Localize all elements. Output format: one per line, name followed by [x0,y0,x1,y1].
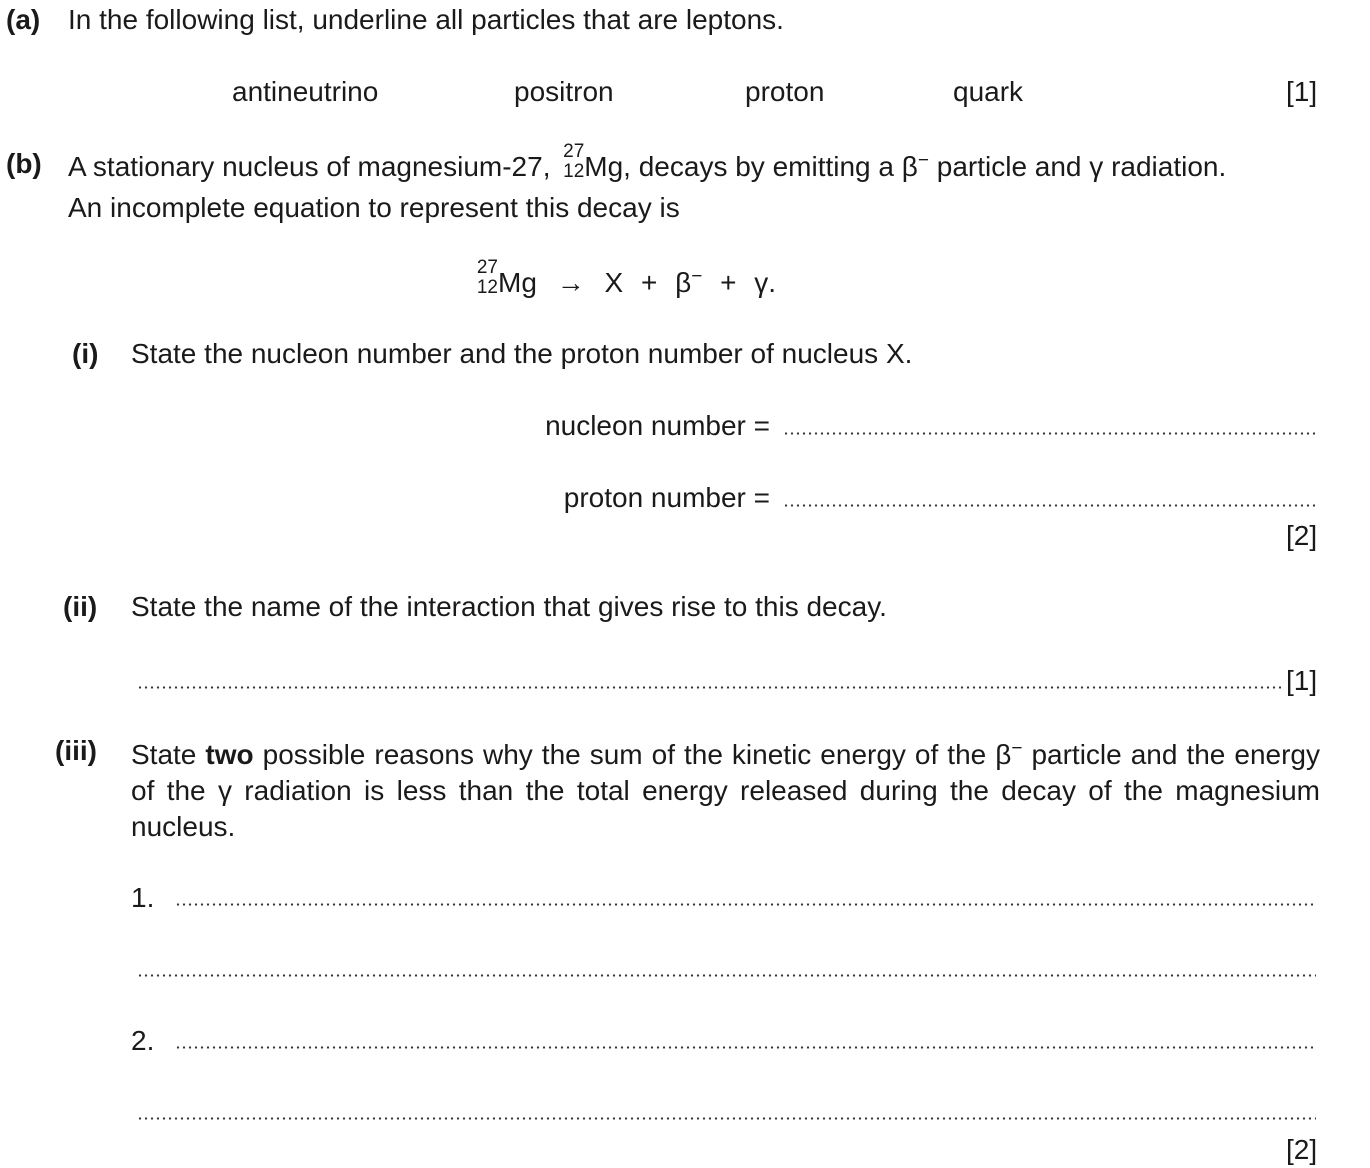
part-b-intro [68,141,1227,182]
plus-sign: + [640,267,658,298]
part-i-question: State the nucleon number and the proton number of nucleus X. [131,338,913,369]
superscript-minus: − [917,150,929,171]
marks-ii: [1] [1286,665,1318,696]
part-i-label: (i) [72,338,99,369]
mass-number: 27 [476,257,498,278]
atomic-number: 12 [476,277,498,298]
question-text: particle and the energy of the γ radiation is less than the total energy released during the decay of the magnesium nucleus. [131,739,1320,842]
reason-1-number: 1. [131,882,155,913]
part-iii-question [131,731,1320,845]
interaction-answer-line[interactable] [137,686,1283,689]
intro-text: , decays by emitting a β [623,151,918,182]
part-ii-label: (ii) [63,591,98,622]
atomic-number: 12 [563,161,585,182]
part-iii-label: (iii) [55,735,97,766]
arrow-icon: → [556,267,585,298]
marks-iii: [2] [1286,1134,1318,1165]
reason-2-number: 2. [131,1025,155,1056]
plus-sign: + [720,267,737,298]
particle-option[interactable]: proton [745,76,825,107]
part-a-question: In the following list, underline all particles that are leptons. [68,4,784,35]
superscript-minus: − [691,266,703,287]
part-ii-question: State the name of the interaction that gives rise to this decay. [131,591,887,622]
decay-equation [472,257,776,298]
question-text: possible reasons why the sum of the kinetic energy of the β [253,739,1012,770]
part-a-label: (a) [6,4,41,35]
marks-a: [1] [1286,76,1318,107]
particle-option[interactable]: antineutrino [232,76,379,107]
isotope-notation [558,141,585,182]
emphasis-two: two [205,739,254,770]
particle-option[interactable]: quark [953,76,1024,107]
superscript-minus: − [1011,738,1023,759]
proton-number-answer-line[interactable] [783,504,1316,507]
reason-2-answer-line-2[interactable] [137,1117,1316,1120]
part-b-label: (b) [6,148,42,179]
reason-2-answer-line[interactable] [175,1046,1316,1049]
proton-number-label: proton number = [563,482,770,513]
isotope-notation [472,257,498,298]
reason-1-answer-line-2[interactable] [137,974,1316,977]
particle-option[interactable]: positron [514,76,614,107]
question-text: State [131,739,197,770]
product-x: X [604,267,624,298]
marks-i: [2] [1286,520,1318,551]
intro-text: particle and γ radiation. [928,151,1227,182]
beta-symbol: β [675,267,692,298]
element-symbol: Mg [498,267,537,298]
nucleon-number-label: nucleon number = [545,410,770,441]
mass-number: 27 [563,141,585,162]
nucleon-number-answer-line[interactable] [783,432,1316,435]
reason-1-answer-line[interactable] [175,903,1316,906]
gamma-symbol: γ. [754,267,776,298]
intro-text: A stationary nucleus of magnesium-27, [68,151,551,182]
element-symbol: Mg [584,151,624,182]
part-b-line2: An incomplete equation to represent this decay is [68,192,680,223]
